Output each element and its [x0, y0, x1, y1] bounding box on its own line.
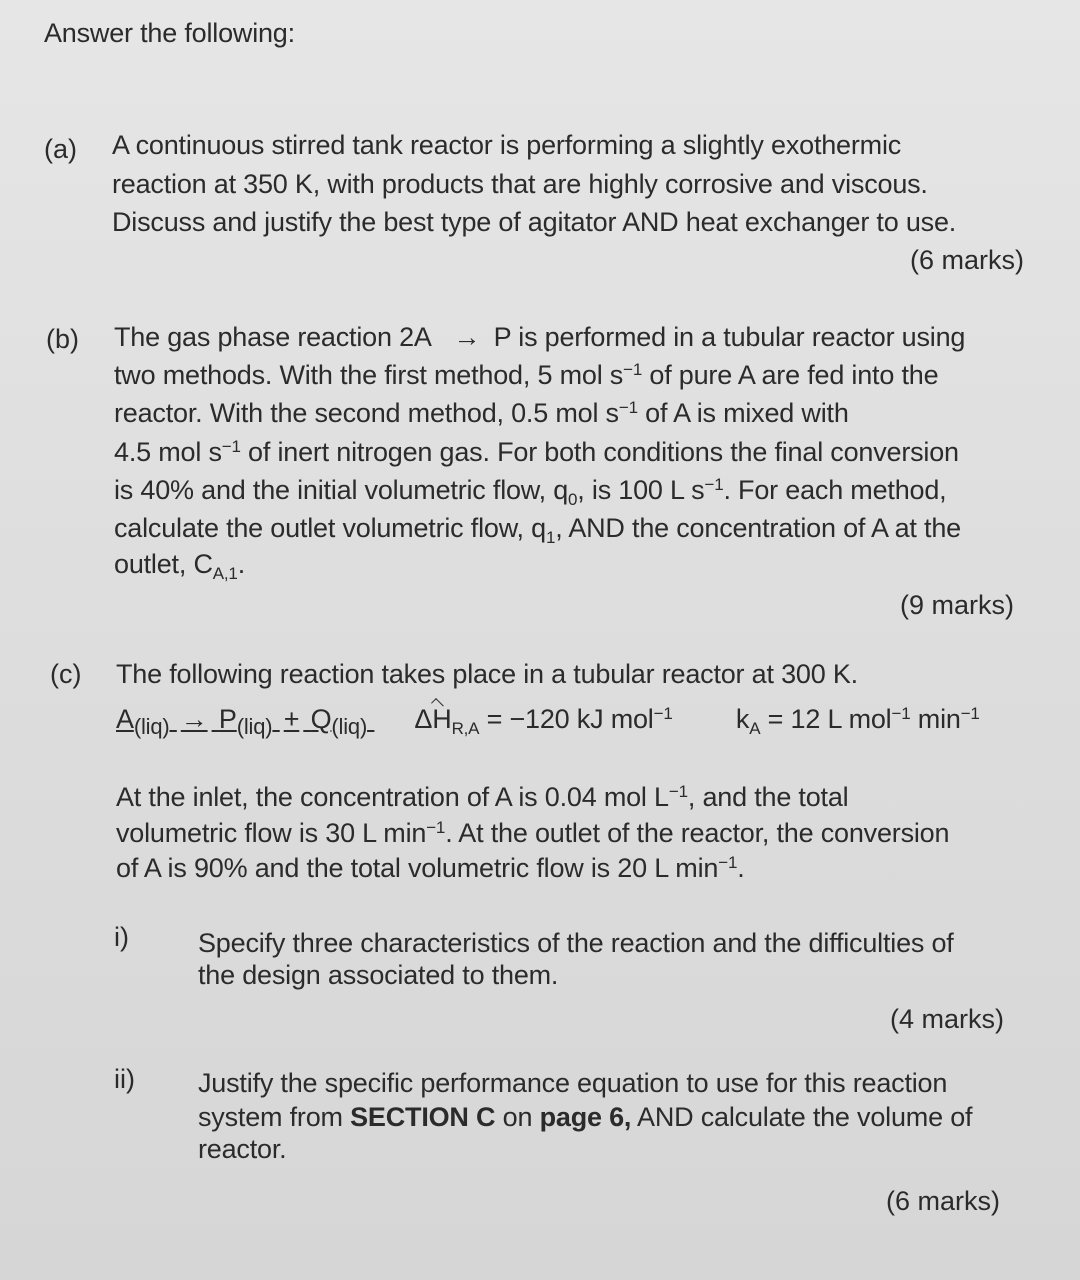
question-b-line-2: two methods. With the first method, 5 mol $s^{-1}$ of pure A are fed into the: [114, 360, 939, 390]
enthalpy-expression: $\Delta H_{R,A} = -120$ kJ mol$^{-1}$: [414, 704, 680, 734]
question-b-line-6: calculate the outlet volumetric flow, $q_1$, AND the concentration of A at the: [114, 513, 961, 547]
arrow-icon: →: [180, 704, 208, 734]
reaction-equation: [116, 700, 980, 738]
subquestion-ii-marks: (6 marks): [886, 1186, 1000, 1216]
arrow-icon: →: [453, 322, 481, 352]
question-a-line-2: reaction at 350 K, with products that are highly corrosive and viscous.: [112, 169, 928, 199]
question-c-para-line-2: volumetric flow is 30 L $\min^{-1}$. At the outlet of the reactor, the conversion: [116, 818, 950, 848]
subquestion-ii-line-3: reactor.: [198, 1134, 287, 1164]
subquestion-i-label: i): [114, 922, 129, 952]
question-a-line-3: Discuss and justify the best type of agitator AND heat exchanger to use.: [112, 207, 957, 237]
question-c-para-line-3: of A is 90% and the total volumetric flow is 20 L $\min^{-1}$.: [116, 853, 745, 883]
question-b-line-3: reactor. With the second method, 0.5 mol $s^{-1}$ of A is mixed with: [114, 398, 849, 428]
subquestion-ii-line-2: system from SECTION C on page 6, AND calculate the volume of: [198, 1102, 973, 1132]
subquestion-i-marks: (4 marks): [890, 1004, 1004, 1034]
question-b-line-5: is 40% and the initial volumetric flow, $q_0$, is 100 L $s^{-1}$. For each method,: [114, 475, 947, 509]
question-c-para-line-1: At the inlet, the concentration of A is 0.04 mol $L^{-1}$, and the total: [116, 782, 849, 812]
reaction-scheme: $A_{(liq)} \to P_{(liq)} + Q_{(liq)}$: [116, 704, 368, 739]
subquestion-ii-label: ii): [114, 1064, 135, 1094]
question-b-label: (b): [46, 324, 79, 354]
question-a-line-1: A continuous stirred tank reactor is performing a slightly exothermic: [112, 130, 902, 160]
question-c-label: (c): [50, 659, 82, 689]
subquestion-i-line-2: the design associated to them.: [198, 960, 559, 990]
question-b-line-1: The gas phase reaction 2A → P is performed in a tubular reactor using: [114, 322, 966, 352]
subquestion-ii-line-1: Justify the specific performance equation to use for this reaction: [198, 1068, 948, 1098]
question-b-line-4: 4.5 mol $s^{-1}$ of inert nitrogen gas. For both conditions the final conversion: [114, 437, 959, 467]
question-b-marks: (9 marks): [900, 590, 1014, 620]
question-c-intro: The following reaction takes place in a tubular reactor at 300 K.: [116, 659, 858, 689]
question-a-marks: (6 marks): [910, 245, 1024, 275]
question-a-label: (a): [44, 134, 77, 164]
question-b-line-7: outlet, $C_{A,1}$.: [114, 549, 245, 583]
subquestion-i-line-1: Specify three characteristics of the reaction and the difficulties of: [198, 928, 954, 958]
header-text: Answer the following:: [44, 18, 295, 48]
rate-constant-expression: $k_A = 12$ L mol$^{-1}$ $\min^{-1}$: [735, 704, 980, 738]
